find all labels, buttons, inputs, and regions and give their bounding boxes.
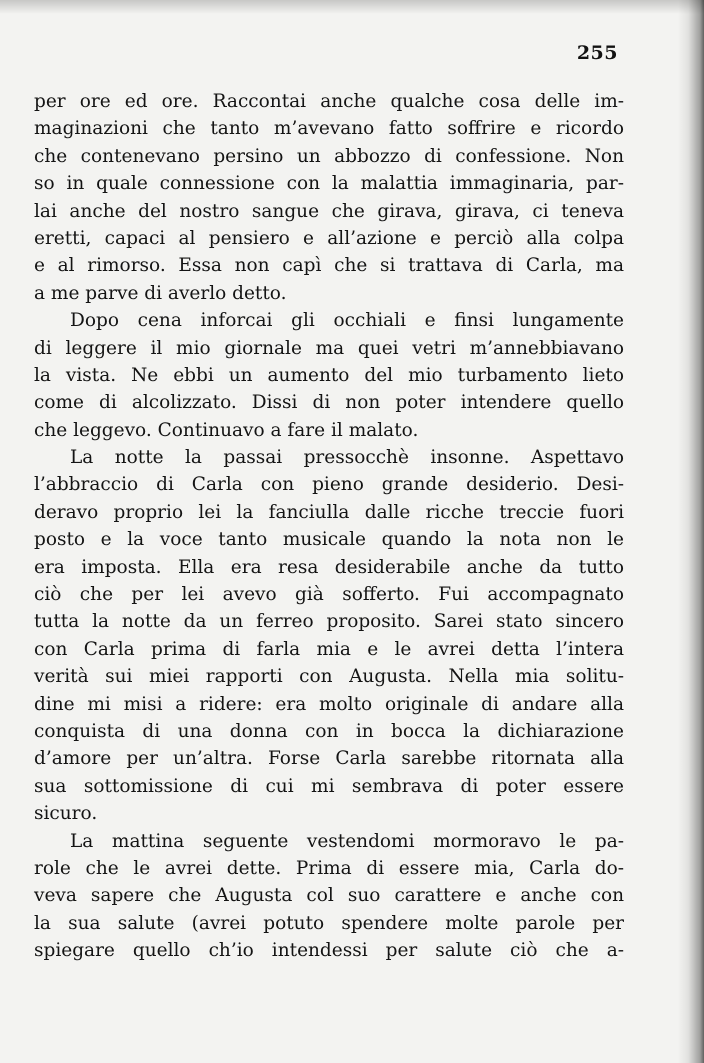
text-line: so in quale connessione con la malattia immaginaria, par- (34, 173, 624, 195)
text-line: l’abbraccio di Carla con pieno grande desiderio. Desi- (34, 474, 624, 496)
text-line: dine mi misi a ridere: era molto originale di andare alla (34, 693, 624, 715)
text-line: che contenevano persino un abbozzo di confessione. Non (34, 145, 624, 167)
text-line: role che le avrei dette. Prima di essere mia, Carla do- (34, 857, 624, 879)
text-line: maginazioni che tanto m’avevano fatto soffrire e ricordo (34, 118, 624, 140)
text-line: sua sottomissione di cui mi sembrava di poter essere (34, 775, 624, 797)
text-line: verità sui miei rapporti con Augusta. Nella mia solitu- (34, 666, 624, 688)
text-line: ciò che per lei avevo già sofferto. Fui accompagnato (34, 584, 624, 606)
text-line: posto e la voce tanto musicale quando la nota non le (34, 529, 624, 551)
text-line: con Carla prima di farla mia e le avrei detta l’intera (34, 638, 624, 660)
text-line: sicuro. (34, 803, 98, 825)
page-top-shadow (0, 0, 704, 14)
page-number: 255 (576, 42, 618, 64)
text-line: come di alcolizzato. Dissi di non poter intendere quello (34, 392, 624, 414)
text-line: La mattina seguente vestendomi mormoravo le pa- (70, 830, 624, 852)
text-line: eretti, capaci al pensiero e all’azione e perciò alla colpa (34, 227, 624, 249)
text-line: era imposta. Ella era resa desiderabile anche da tutto (34, 556, 624, 578)
text-line: per ore ed ore. Raccontai anche qualche cosa delle im- (34, 91, 624, 112)
text-line: Dopo cena inforcai gli occhiali e finsi lungamente (70, 310, 624, 332)
text-line: veva sapere che Augusta col suo carattere e anche con (34, 885, 624, 907)
text-line: deravo proprio lei la fanciulla dalle ricche treccie fuori (34, 501, 624, 523)
text-line: tutta la notte da un ferreo proposito. Sarei stato sincero (34, 611, 624, 633)
text-line: di leggere il mio giornale ma quei vetri m’annebbiavano (34, 337, 624, 359)
text-line: e al rimorso. Essa non capì che si trattava di Carla, ma (34, 255, 624, 277)
text-line: la sua salute (avrei potuto spendere molte parole per (34, 912, 624, 934)
text-line: a me parve di averlo detto. (34, 282, 287, 304)
text-line: la vista. Ne ebbi un aumento del mio turbamento lieto (34, 364, 624, 386)
text-line: spiegare quello ch’io intendessi per salute ciò che a- (34, 940, 624, 962)
text-line: d’amore per un’altra. Forse Carla sarebbe ritornata alla (34, 748, 624, 770)
page-spine-shadow (678, 0, 704, 1063)
body-text (34, 88, 624, 965)
text-line: che leggevo. Continuavo a fare il malato. (34, 419, 419, 441)
text-line: lai anche del nostro sangue che girava, girava, ci teneva (34, 200, 624, 222)
text-line: La notte la passai pressocchè insonne. Aspettavo (70, 447, 624, 469)
text-line: conquista di una donna con in bocca la dichiarazione (34, 720, 624, 742)
